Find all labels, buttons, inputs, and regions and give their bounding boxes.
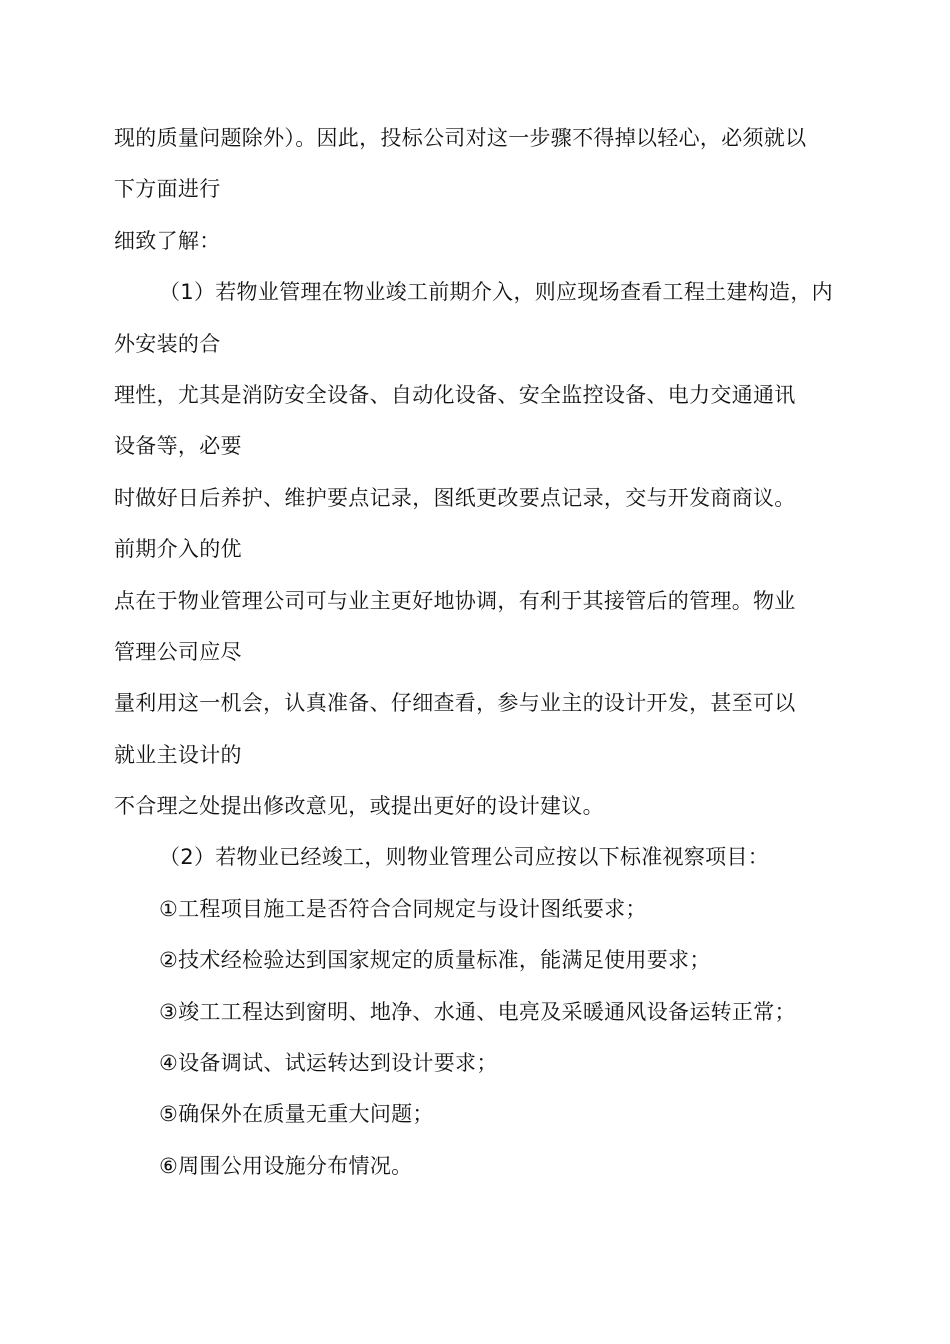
text-line: 点在于物业管理公司可与业主更好地协调，有利于其接管后的管理。物业 [114, 588, 796, 613]
text-line: 前期介入的优 [114, 537, 242, 562]
text-line: 量利用这一机会，认真准备、仔细查看，参与业主的设计开发，甚至可以 [114, 691, 796, 716]
text-line: 设备等，必要 [114, 434, 242, 459]
list-item: ①工程项目施工是否符合合同规定与设计图纸要求； [159, 896, 647, 921]
text-line: 时做好日后养护、维护要点记录，图纸更改要点记录，交与开发商商议。 [114, 485, 796, 510]
list-item: ⑤确保外在质量无重大问题； [159, 1102, 434, 1127]
text-line: 不合理之处提出修改意见，或提出更好的设计建议。 [114, 794, 604, 819]
text-line: 现的质量问题除外）。因此，投标公司对这一步骤不得掉以轻心，必须就以 [114, 126, 807, 150]
text-line: 细致了解： [114, 228, 221, 253]
list-item: ⑥周围公用设施分布情况。 [159, 1153, 413, 1178]
text-line: （1）若物业管理在物业竣工前期介入，则应现场查看工程土建构造，内 [159, 280, 833, 305]
text-line: 理性，尤其是消防安全设备、自动化设备、安全监控设备、电力交通通讯 [114, 382, 796, 407]
text-line: 管理公司应尽 [114, 639, 242, 664]
list-item: ④设备调试、试运转达到设计要求； [159, 1051, 498, 1076]
body-text [114, 113, 844, 1192]
text-line: 就业主设计的 [114, 742, 242, 767]
list-item: ②技术经检验达到国家规定的质量标准，能满足使用要求； [159, 948, 711, 973]
list-item: ③竣工工程达到窗明、地净、水通、电亮及采暖通风设备运转正常； [159, 999, 796, 1024]
text-line: 外安装的合 [114, 331, 221, 356]
text-line: （2）若物业已经竣工，则物业管理公司应按以下标准视察项目： [159, 845, 770, 870]
text-line: 下方面进行 [114, 177, 221, 202]
